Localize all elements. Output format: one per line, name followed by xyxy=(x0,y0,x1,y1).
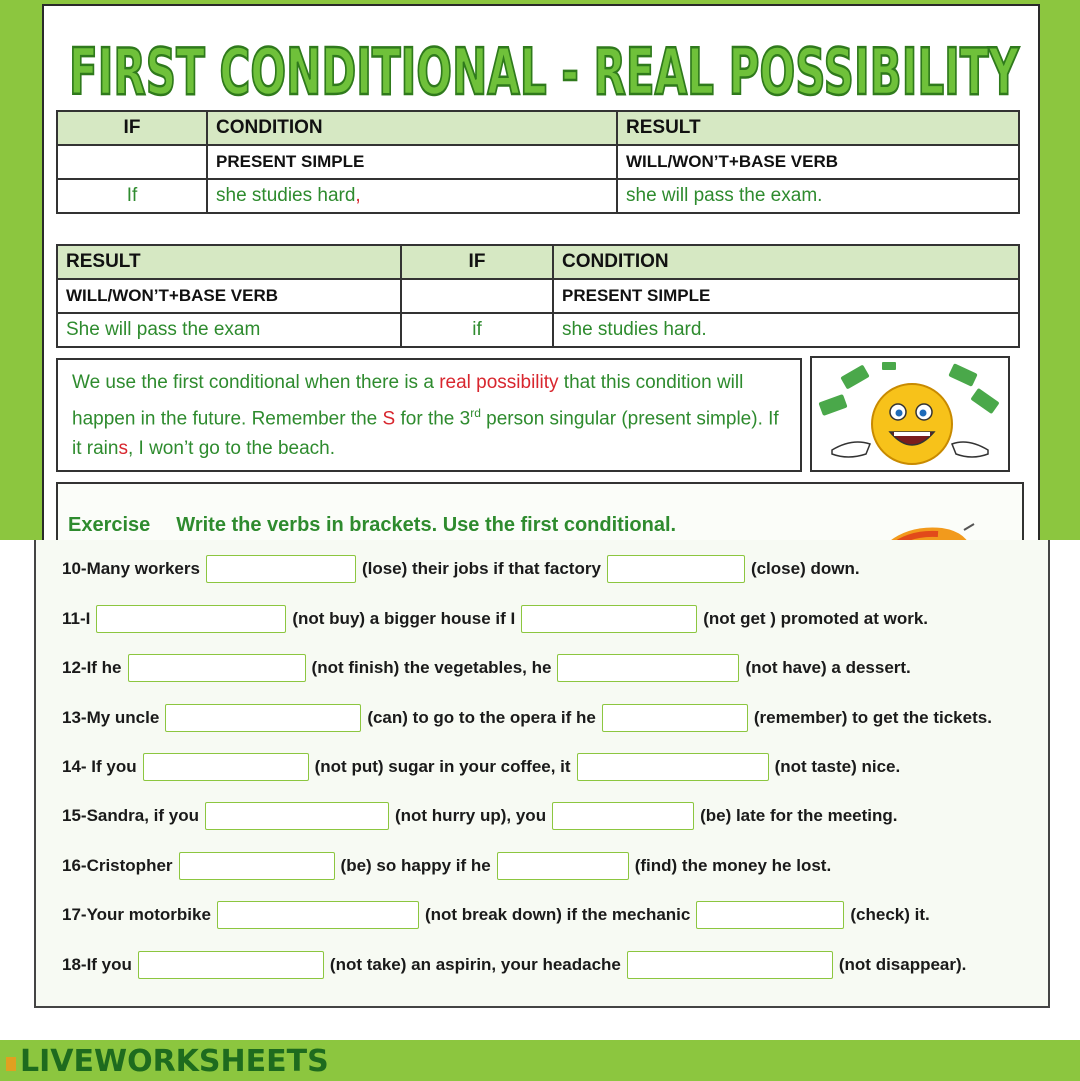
col-header-condition: CONDITION xyxy=(207,111,617,145)
explanation-box: We use the first conditional when there is a real possibility that this condition will happen in the future. Remember the S for the 3rd person singular (present simple). If it rains, I won’t go to the beach. xyxy=(56,358,802,472)
liveworksheets-logo[interactable]: LIVEWORKSHEETS xyxy=(6,1044,329,1079)
answer-input[interactable] xyxy=(521,605,697,633)
footer-bar xyxy=(0,1040,1080,1081)
happy-emoji-money-illustration xyxy=(810,356,1010,472)
col-header-result: RESULT xyxy=(57,245,401,279)
exercise-item-16: 16-Cristopher (be) so happy if he (find) the money he lost. xyxy=(62,849,831,883)
exercise-item-14: 14- If you (not put) sugar in your coffee, it (not taste) nice. xyxy=(62,750,900,784)
subheader-empty xyxy=(57,145,207,179)
exercise-item-11: 11-I (not buy) a bigger house if I (not get ) promoted at work. xyxy=(62,602,928,636)
example-condition: she studies hard. xyxy=(553,313,1019,347)
subheader-will: WILL/WON’T+BASE VERB xyxy=(57,279,401,313)
col-header-result: RESULT xyxy=(617,111,1019,145)
answer-input[interactable] xyxy=(577,753,769,781)
subheader-present-simple: PRESENT SIMPLE xyxy=(207,145,617,179)
answer-input[interactable] xyxy=(552,802,694,830)
answer-input[interactable] xyxy=(557,654,739,682)
answer-input[interactable] xyxy=(206,555,356,583)
answer-input[interactable] xyxy=(138,951,324,979)
example-result: She will pass the exam xyxy=(57,313,401,347)
worksheet-exercise xyxy=(0,540,1080,1040)
exercise-item-15: 15-Sandra, if you (not hurry up), you (be) late for the meeting. xyxy=(62,799,898,833)
answer-input[interactable] xyxy=(602,704,748,732)
col-header-if: IF xyxy=(401,245,553,279)
exercise-item-12: 12-If he (not finish) the vegetables, he (not have) a dessert. xyxy=(62,651,911,685)
example-if: if xyxy=(401,313,553,347)
exercise-instruction: Write the verbs in brackets. Use the first conditional. xyxy=(176,514,677,536)
col-header-condition: CONDITION xyxy=(553,245,1019,279)
answer-input[interactable] xyxy=(607,555,745,583)
conditional-table-result-first xyxy=(56,244,1020,348)
answer-input[interactable] xyxy=(96,605,286,633)
logo-mark-icon xyxy=(6,1057,16,1071)
worksheet-top xyxy=(42,4,1040,544)
answer-input[interactable] xyxy=(128,654,306,682)
svg-text:FIRST CONDITIONAL - REAL POSSI: FIRST CONDITIONAL - REAL POSSIBILITY xyxy=(69,36,1020,110)
answer-input[interactable] xyxy=(179,852,335,880)
answer-input[interactable] xyxy=(497,852,629,880)
page-title xyxy=(64,22,1024,112)
subheader-empty xyxy=(401,279,553,313)
example-if: If xyxy=(57,179,207,213)
subheader-present-simple: PRESENT SIMPLE xyxy=(553,279,1019,313)
conditional-table-if-first xyxy=(56,110,1020,214)
answer-input[interactable] xyxy=(205,802,389,830)
example-result: she will pass the exam. xyxy=(617,179,1019,213)
exercise-item-18: 18-If you (not take) an aspirin, your headache (not disappear). xyxy=(62,948,966,982)
answer-input[interactable] xyxy=(217,901,419,929)
exercise-item-17: 17-Your motorbike (not break down) if the mechanic (check) it. xyxy=(62,898,930,932)
example-condition: she studies hard, xyxy=(207,179,617,213)
smiley-money-icon xyxy=(812,358,1008,470)
answer-input[interactable] xyxy=(165,704,361,732)
answer-input[interactable] xyxy=(143,753,309,781)
exercise-item-13: 13-My uncle (can) to go to the opera if he (remember) to get the tickets. xyxy=(62,701,992,735)
exercise-item-10: 10-Many workers (lose) their jobs if that factory (close) down. xyxy=(62,552,860,586)
exercise-list xyxy=(34,540,1050,1008)
exercise-label: Exercise xyxy=(68,514,151,536)
answer-input[interactable] xyxy=(627,951,833,979)
answer-input[interactable] xyxy=(696,901,844,929)
col-header-if: IF xyxy=(57,111,207,145)
subheader-will: WILL/WON’T+BASE VERB xyxy=(617,145,1019,179)
